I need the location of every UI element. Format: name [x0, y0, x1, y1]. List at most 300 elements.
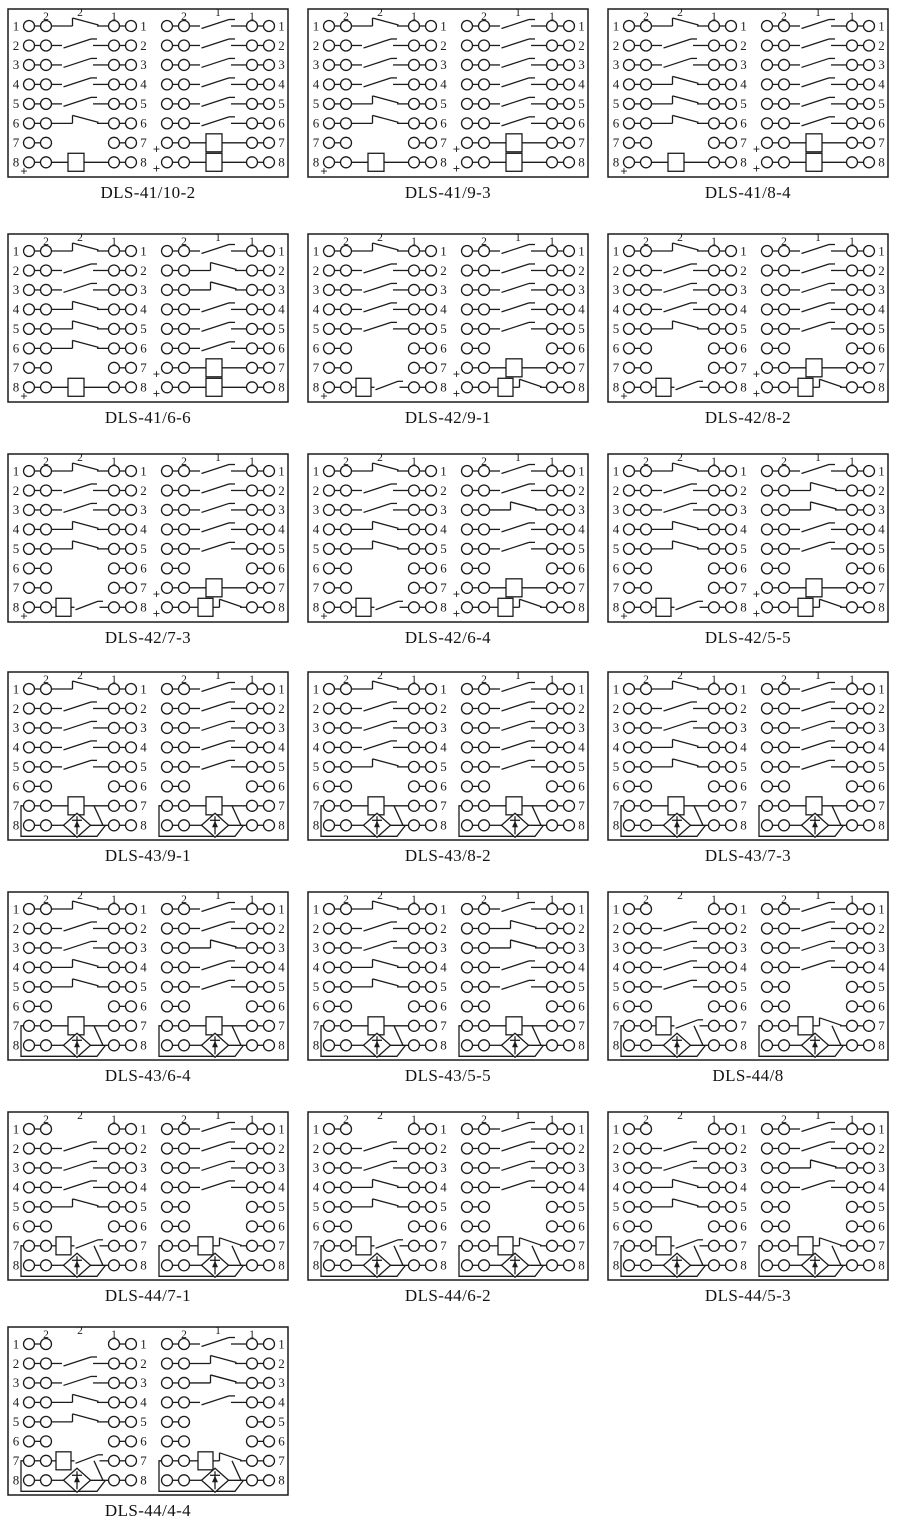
terminal — [547, 343, 558, 354]
svg-text:1: 1 — [440, 463, 447, 479]
terminal — [762, 504, 773, 515]
svg-text:2: 2 — [181, 1114, 187, 1126]
terminal — [264, 524, 275, 535]
svg-text:1: 1 — [849, 1114, 855, 1126]
svg-text:6: 6 — [740, 115, 747, 131]
svg-text:7: 7 — [12, 1238, 20, 1254]
terminal — [624, 1240, 635, 1251]
svg-text:+: + — [452, 586, 461, 602]
terminal — [479, 1240, 490, 1251]
terminal — [864, 1001, 875, 1012]
terminal — [24, 1221, 35, 1232]
terminal — [641, 962, 652, 973]
terminal — [109, 1001, 120, 1012]
terminal — [324, 742, 335, 753]
terminal — [247, 582, 258, 593]
terminal — [426, 98, 437, 109]
terminal — [864, 1162, 875, 1173]
terminal — [162, 137, 173, 148]
terminal — [24, 323, 35, 334]
terminal — [547, 137, 558, 148]
terminal — [847, 137, 858, 148]
terminal — [24, 1436, 35, 1447]
terminal — [847, 942, 858, 953]
terminal — [847, 781, 858, 792]
terminal — [564, 923, 575, 934]
terminal — [264, 602, 275, 613]
coil — [198, 1452, 213, 1470]
svg-text:5: 5 — [578, 1199, 585, 1215]
svg-text:7: 7 — [312, 1018, 320, 1034]
terminal — [324, 343, 335, 354]
terminal — [324, 563, 335, 574]
terminal — [162, 1416, 173, 1427]
terminal — [479, 923, 490, 934]
svg-text:2: 2 — [312, 482, 320, 498]
terminal — [247, 1201, 258, 1212]
terminal — [641, 820, 652, 831]
terminal — [109, 343, 120, 354]
terminal — [109, 265, 120, 276]
svg-text:1: 1 — [549, 1114, 555, 1126]
terminal — [341, 703, 352, 714]
terminal — [762, 742, 773, 753]
terminal — [624, 323, 635, 334]
terminal — [409, 582, 420, 593]
svg-text:1: 1 — [140, 901, 147, 917]
terminal — [564, 323, 575, 334]
terminal — [409, 761, 420, 772]
terminal — [762, 1260, 773, 1271]
svg-text:+: + — [452, 141, 461, 157]
terminal — [341, 781, 352, 792]
svg-text:5: 5 — [578, 759, 585, 775]
terminal — [564, 1143, 575, 1154]
terminal — [726, 524, 737, 535]
svg-text:7: 7 — [612, 580, 620, 596]
terminal — [409, 1201, 420, 1212]
terminal — [324, 485, 335, 496]
terminal — [479, 79, 490, 90]
svg-text:4: 4 — [12, 1179, 20, 1195]
svg-text:6: 6 — [440, 1218, 447, 1234]
terminal — [162, 1339, 173, 1350]
terminal — [179, 1221, 190, 1232]
svg-text:6: 6 — [140, 998, 147, 1014]
terminal — [179, 722, 190, 733]
terminal — [709, 1182, 720, 1193]
wiring-diagram — [307, 8, 589, 178]
terminal — [126, 504, 137, 515]
terminal — [547, 563, 558, 574]
terminal — [162, 761, 173, 772]
svg-text:2: 2 — [140, 482, 147, 498]
svg-text:3: 3 — [612, 57, 620, 73]
terminal — [247, 323, 258, 334]
terminal — [162, 40, 173, 51]
terminal — [24, 284, 35, 295]
coil — [656, 1017, 671, 1035]
terminal — [341, 118, 352, 129]
terminal — [264, 98, 275, 109]
terminal — [762, 304, 773, 315]
terminal — [641, 1240, 652, 1251]
svg-text:1: 1 — [740, 18, 747, 34]
terminal — [779, 820, 790, 831]
terminal — [41, 362, 52, 373]
terminal — [847, 59, 858, 70]
terminal — [779, 722, 790, 733]
terminal — [247, 1358, 258, 1369]
terminal — [41, 761, 52, 772]
svg-text:+: + — [20, 608, 28, 623]
svg-text:1: 1 — [849, 674, 855, 686]
terminal — [109, 157, 120, 168]
terminal — [762, 1162, 773, 1173]
terminal — [564, 504, 575, 515]
terminal — [179, 1001, 190, 1012]
terminal — [264, 304, 275, 315]
svg-text:8: 8 — [140, 379, 147, 395]
svg-text:+: + — [152, 605, 161, 621]
terminal — [847, 323, 858, 334]
svg-text:8: 8 — [140, 1257, 147, 1273]
terminal — [726, 942, 737, 953]
terminal — [624, 781, 635, 792]
terminal — [726, 21, 737, 32]
svg-text:6: 6 — [12, 998, 20, 1014]
terminal — [779, 382, 790, 393]
terminal — [864, 504, 875, 515]
svg-text:1: 1 — [849, 236, 855, 248]
svg-text:7: 7 — [12, 135, 20, 151]
terminal — [762, 1240, 773, 1251]
terminal — [126, 98, 137, 109]
svg-text:4: 4 — [578, 521, 585, 537]
terminal — [864, 742, 875, 753]
svg-text:2: 2 — [677, 891, 683, 902]
terminal — [462, 820, 473, 831]
svg-text:4: 4 — [278, 959, 285, 975]
terminal — [547, 485, 558, 496]
terminal — [324, 1020, 335, 1031]
svg-text:2: 2 — [343, 674, 349, 686]
svg-text:5: 5 — [12, 1414, 20, 1430]
terminal — [864, 781, 875, 792]
svg-text:6: 6 — [740, 560, 747, 576]
panel-border — [8, 234, 288, 402]
terminal — [162, 543, 173, 554]
terminal — [426, 582, 437, 593]
relay-wiring-panel — [307, 453, 589, 648]
terminal — [426, 602, 437, 613]
terminal — [709, 781, 720, 792]
svg-text:6: 6 — [740, 778, 747, 794]
svg-text:1: 1 — [440, 18, 447, 34]
terminal — [341, 79, 352, 90]
svg-text:2: 2 — [440, 920, 447, 936]
svg-text:5: 5 — [140, 1414, 147, 1430]
svg-text:2: 2 — [740, 482, 747, 498]
panel-label: DLS-41/10-2 — [100, 183, 196, 202]
svg-text:4: 4 — [612, 739, 620, 755]
svg-text:5: 5 — [578, 96, 585, 112]
terminal — [564, 524, 575, 535]
terminal — [41, 962, 52, 973]
svg-text:+: + — [752, 586, 761, 602]
terminal — [624, 1260, 635, 1271]
svg-text:3: 3 — [612, 282, 620, 298]
terminal — [247, 923, 258, 934]
svg-text:1: 1 — [740, 1121, 747, 1137]
svg-text:1: 1 — [312, 1121, 320, 1137]
terminal — [126, 761, 137, 772]
svg-text:2: 2 — [643, 674, 649, 686]
terminal — [24, 761, 35, 772]
terminal — [762, 981, 773, 992]
terminal — [109, 1020, 120, 1031]
terminal — [247, 485, 258, 496]
terminal — [564, 118, 575, 129]
svg-text:2: 2 — [278, 37, 285, 53]
terminal — [179, 1182, 190, 1193]
svg-text:7: 7 — [278, 798, 285, 814]
svg-text:7: 7 — [440, 360, 447, 376]
svg-text:5: 5 — [140, 759, 147, 775]
terminal — [126, 343, 137, 354]
terminal — [547, 323, 558, 334]
wiring-diagram — [607, 8, 889, 178]
terminal — [247, 157, 258, 168]
terminal — [324, 684, 335, 695]
svg-text:1: 1 — [578, 18, 585, 34]
terminal — [726, 981, 737, 992]
coil — [656, 378, 671, 396]
terminal — [847, 761, 858, 772]
svg-text:1: 1 — [711, 894, 717, 906]
svg-text:4: 4 — [140, 1394, 147, 1410]
svg-text:2: 2 — [43, 1329, 49, 1341]
svg-text:2: 2 — [140, 262, 147, 278]
svg-text:1: 1 — [878, 901, 885, 917]
terminal — [324, 284, 335, 295]
terminal — [709, 118, 720, 129]
svg-text:1: 1 — [878, 463, 885, 479]
svg-text:1: 1 — [515, 671, 521, 682]
svg-text:1: 1 — [312, 463, 320, 479]
terminal — [41, 1040, 52, 1051]
terminal — [547, 923, 558, 934]
relay-wiring-panel — [7, 8, 289, 203]
terminal — [624, 59, 635, 70]
svg-text:2: 2 — [740, 1140, 747, 1156]
terminal — [24, 543, 35, 554]
terminal — [641, 543, 652, 554]
svg-text:8: 8 — [578, 817, 585, 833]
svg-text:2: 2 — [43, 456, 49, 468]
svg-text:2: 2 — [140, 920, 147, 936]
svg-text:7: 7 — [878, 580, 885, 596]
svg-text:4: 4 — [740, 959, 747, 975]
terminal — [624, 21, 635, 32]
relay-wiring-panel — [307, 891, 589, 1086]
terminal — [779, 157, 790, 168]
terminal — [864, 524, 875, 535]
svg-text:7: 7 — [12, 1018, 20, 1034]
terminal — [762, 21, 773, 32]
terminal — [24, 485, 35, 496]
terminal — [426, 942, 437, 953]
svg-text:+: + — [452, 366, 461, 382]
terminal — [179, 524, 190, 535]
terminal — [726, 40, 737, 51]
terminal — [409, 703, 420, 714]
svg-text:8: 8 — [578, 1037, 585, 1053]
svg-text:1: 1 — [140, 1336, 147, 1352]
svg-text:2: 2 — [140, 700, 147, 716]
svg-text:3: 3 — [578, 57, 585, 73]
svg-text:2: 2 — [878, 1140, 885, 1156]
svg-text:8: 8 — [740, 154, 747, 170]
svg-text:6: 6 — [740, 340, 747, 356]
svg-text:1: 1 — [215, 8, 221, 19]
svg-text:3: 3 — [312, 1160, 320, 1176]
terminal — [109, 962, 120, 973]
svg-text:4: 4 — [578, 1179, 585, 1195]
svg-text:2: 2 — [12, 482, 20, 498]
terminal — [126, 1436, 137, 1447]
terminal — [709, 79, 720, 90]
svg-text:+: + — [20, 163, 28, 178]
svg-text:4: 4 — [312, 739, 320, 755]
panel-label: DLS-44/4-4 — [104, 1501, 192, 1520]
svg-text:5: 5 — [740, 541, 747, 557]
svg-text:7: 7 — [612, 135, 620, 151]
svg-text:7: 7 — [312, 360, 320, 376]
terminal — [547, 942, 558, 953]
terminal — [41, 304, 52, 315]
terminal — [462, 382, 473, 393]
terminal — [479, 265, 490, 276]
terminal — [264, 820, 275, 831]
terminal — [479, 118, 490, 129]
terminal — [247, 1020, 258, 1031]
svg-text:1: 1 — [249, 1329, 255, 1341]
svg-text:5: 5 — [612, 541, 620, 557]
terminal — [641, 284, 652, 295]
terminal — [462, 742, 473, 753]
terminal — [624, 703, 635, 714]
svg-text:5: 5 — [140, 541, 147, 557]
terminal — [624, 563, 635, 574]
terminal — [162, 1124, 173, 1135]
svg-text:5: 5 — [578, 541, 585, 557]
terminal — [864, 382, 875, 393]
terminal — [762, 1020, 773, 1031]
terminal — [41, 1358, 52, 1369]
terminal — [462, 524, 473, 535]
terminal — [324, 800, 335, 811]
terminal — [409, 942, 420, 953]
terminal — [847, 923, 858, 934]
svg-text:3: 3 — [140, 1160, 147, 1176]
svg-text:6: 6 — [140, 340, 147, 356]
svg-text:1: 1 — [411, 236, 417, 248]
coil — [806, 134, 822, 152]
panel-label: DLS-41/6-6 — [104, 408, 192, 427]
terminal — [341, 304, 352, 315]
svg-text:1: 1 — [612, 463, 620, 479]
terminal — [479, 137, 490, 148]
svg-text:7: 7 — [578, 135, 585, 151]
svg-text:7: 7 — [312, 580, 320, 596]
terminal — [624, 524, 635, 535]
svg-text:8: 8 — [278, 154, 285, 170]
terminal — [24, 800, 35, 811]
terminal — [709, 1020, 720, 1031]
panel-label: DLS-41/9-3 — [404, 183, 492, 202]
svg-text:3: 3 — [612, 940, 620, 956]
terminal — [547, 59, 558, 70]
terminal — [847, 582, 858, 593]
terminal — [762, 800, 773, 811]
svg-text:3: 3 — [878, 502, 885, 518]
terminal — [247, 781, 258, 792]
terminal — [162, 1182, 173, 1193]
terminal — [426, 524, 437, 535]
terminal — [24, 1162, 35, 1173]
terminal — [779, 923, 790, 934]
terminal — [247, 1436, 258, 1447]
terminal — [126, 1020, 137, 1031]
coil — [506, 134, 522, 152]
terminal — [726, 1143, 737, 1154]
terminal — [324, 304, 335, 315]
terminal — [264, 761, 275, 772]
terminal — [409, 1162, 420, 1173]
terminal — [847, 1040, 858, 1051]
terminal — [126, 563, 137, 574]
terminal — [709, 284, 720, 295]
terminal — [479, 761, 490, 772]
terminal — [547, 1162, 558, 1173]
terminal — [779, 1260, 790, 1271]
svg-text:2: 2 — [278, 920, 285, 936]
terminal — [726, 703, 737, 714]
terminal — [641, 524, 652, 535]
svg-text:5: 5 — [278, 979, 285, 995]
terminal — [479, 1020, 490, 1031]
terminal — [109, 284, 120, 295]
terminal — [479, 524, 490, 535]
terminal — [109, 742, 120, 753]
svg-text:1: 1 — [411, 456, 417, 468]
terminal — [179, 1455, 190, 1466]
svg-text:1: 1 — [440, 681, 447, 697]
terminal — [864, 1124, 875, 1135]
terminal — [564, 157, 575, 168]
svg-text:7: 7 — [740, 580, 747, 596]
svg-text:3: 3 — [740, 57, 747, 73]
coil — [56, 1237, 71, 1255]
svg-text:8: 8 — [140, 154, 147, 170]
terminal — [409, 602, 420, 613]
relay-wiring-panel — [607, 8, 889, 203]
svg-text:7: 7 — [440, 798, 447, 814]
terminal — [179, 742, 190, 753]
svg-text:5: 5 — [312, 541, 320, 557]
terminal — [126, 40, 137, 51]
